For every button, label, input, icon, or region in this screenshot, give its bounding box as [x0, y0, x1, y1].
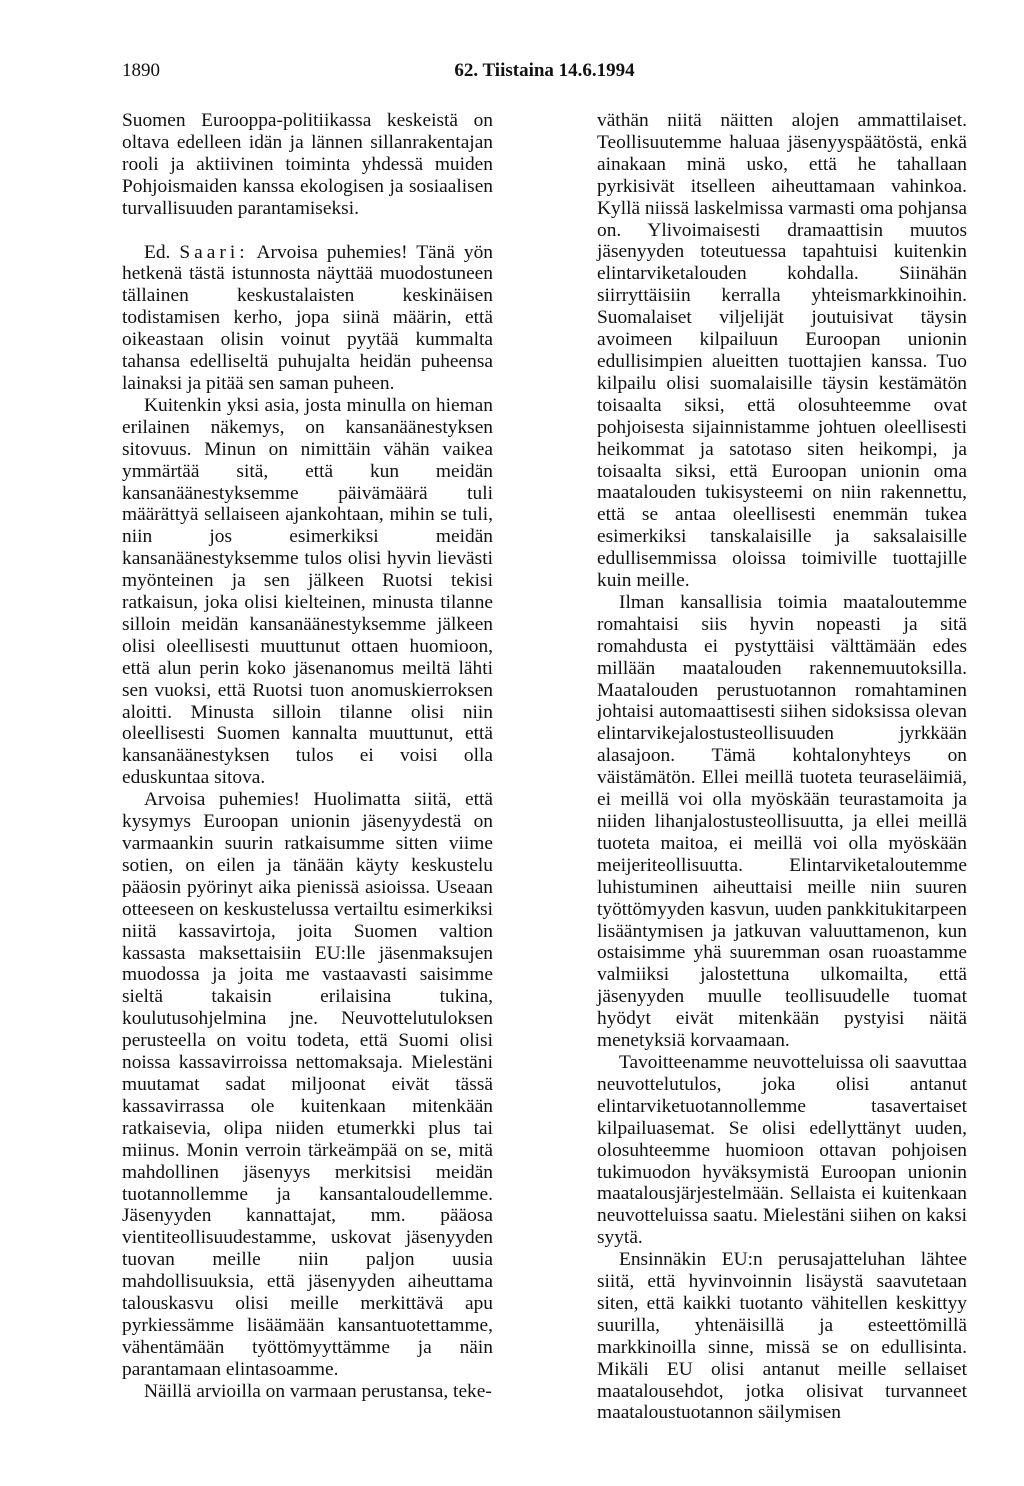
paragraph: Tavoitteenamme neuvotteluissa oli saavuttaa neuvottelutulos, joka olisi antanut elintarviketuotannollemme tasavertaiset kilpailuasemat. Se olisi edellyttänyt uuden, olosuhteemme huomioon ottavan pohjoisen tukimuodon hyväksymistä Euroopan unionin maatalousjärjestelmään. Sellaista ei kuitenkaan neuvotteluissa saatu. Mielestäni siihen on kaksi syytä.	[597, 1051, 967, 1249]
paragraph: Arvoisa puhemies! Huolimatta siitä, että kysymys Euroopan unionin jäsenyydestä on varmaankin suurin ratkaisumme sitten viime sotien, on eilen ja tänään käyty keskustelu pääosin pyörinyt aika pienissä asioissa. Useaan otteeseen on keskustelussa vertailtu esimerkiksi niitä kassavirtoja, joita Suomen valtion kassasta maksettaisiin EU:lle jäsenmaksujen muodossa ja joita me vastaavasti saisimme sieltä takaisin erilaisina tukina, koulutusohjelmina jne. Neuvottelutuloksen perusteella on voitu todeta, että Suomi olisi noissa kassavirroissa nettomaksaja. Mielestäni muutamat sadat miljoonat eivät tässä kassavirrassa ole kuitenkaan mitenkään ratkaisevia, olipa niiden etumerkki plus tai miinus. Monin verroin tärkeämpää on se, mitä mahdollinen jäsenyys merkitsisi meidän tuotannollemme ja kansantaloudellemme. Jäsenyyden kannattajat, mm. pääosa vientiteollisuudestamme, uskovat jäsenyyden tuovan meille niin paljon uusia mahdollisuuksia, että jäsenyyden aiheuttama talouskasvu olisi meille merkittävä apu pyrkiessämme lisäämään kansantuotettamme, vähentämään työttömyyttämme ja näin parantamaan elintasoamme.	[122, 789, 493, 1380]
speaker-paragraph	[122, 242, 493, 395]
paragraph: Ilman kansallisia toimia maataloutemme romahtaisi siis hyvin nopeasti ja sitä romahdusta ei pystyttäisi välttämään edes millään maatalouden rakennemuutoksilla. Maatalouden perustuotannon romahtaminen johtaisi automaattisesti siihen sidoksissa olevan elintarvikejalostusteollisuuden jyrkkään alasajoon. Tämä kohtalonyhteys on väistämätön. Ellei meillä tuoteta teuraseläimiä, ei meillä voi olla myöskään teurastamoita ja niiden lihanjalostusteollisuutta, ja ellei meillä tuoteta maitoa, ei meillä voi olla myöskään meijeriteollisuutta. Elintarviketaloutemme luhistuminen aiheuttaisi meille niin suuren työttömyyden kasvun, uuden pankkitukitarpeen lisääntymisen ja jatkuvan valuuttamenon, kun ostaisimme yhä suuremman osan ruoastamme valmiiksi jalostettuna ulkomailta, että jäsenyyden muulle teollisuudelle tuomat hyödyt eivät mitenkään pystyisi näitä menetyksiä korvaamaan.	[597, 591, 967, 1052]
speaker-prefix: Ed.	[144, 241, 171, 263]
session-title: 62. Tiistaina 14.6.1994	[454, 60, 635, 81]
paragraph: väthän niitä näitten alojen ammattilaiset. Teollisuutemme haluaa jäsenyyspäätöstä, enkä ainakaan minä usko, että he tahallaan pyrkisivät itselleen aiheuttamaan vahinkoa. Kyllä niissä laskelmissa varmasti oma pohjansa on. Ylivoimaisesti dramaattisin muutos jäsenyyden toteutuessa tapahtuisi kuitenkin elintarviketalouden kohdalla. Siinähän siirryttäisiin kerralla yhteismarkkinoihin. Suomalaiset viljelijät joutuisivat täysin avoimeen kilpailuun Euroopan unionin edullisimpien alueitten tuottajien kanssa. Tuo kilpailu olisi suomalaisille täysin kestämätön toisaalta siksi, että olosuhteemme ovat pohjoisesta sijainnistamme johtuen oleellisesti heikommat ja satotaso siten heikompi, ja toisaalta siksi, että Euroopan unionin oma maatalouden tukisysteemi on niin rakennettu, että se antaa oleellisesti enemmän tukea esimerkiksi tanskalaisille ja saksalaisille edullisemmissa oloissa toimiville tuottajille kuin meille.	[597, 110, 967, 592]
right-column	[597, 110, 967, 1424]
left-column	[122, 110, 493, 1403]
paragraph: Ensinnäkin EU:n perusajatteluhan lähtee siitä, että hyvinvoinnin lisäystä saavutetaan siten, että kaikki tuotanto vähitellen keskittyy suurilla, yhtenäisillä ja esteettömillä markkinoilla sinne, missä se on edullisinta. Mikäli EU olisi antanut meille sellaiset maatalousehdot, jotka olisivat turvanneet maataloustuotannon säilymisen	[597, 1249, 967, 1424]
page-number: 1890	[122, 60, 160, 81]
paragraph: Suomen Eurooppa-politiikassa keskeistä on oltava edelleen idän ja lännen sillanrakentajan rooli ja aktiivinen toiminta yhdessä muiden Pohjoismaiden kanssa ekologisen ja sosiaalisen turvallisuuden parantamiseksi.	[122, 110, 493, 219]
paragraph: Näillä arvioilla on varmaan perustansa, teke-	[144, 1380, 492, 1402]
page-header	[122, 58, 967, 84]
speaker-name: Saari:	[179, 241, 249, 263]
paragraph: Kuitenkin yksi asia, josta minulla on hieman erilainen näkemys, on kansanäänestyksen sitovuus. Minun on nimittäin vähän vaikea ymmärtää sitä, että kun meidän kansanäänestyksemme päivämäärä tuli määrättyä sellaiseen ajankohtaan, mihin se tuli, niin jos esimerkiksi meidän kansanäänestyksemme tulos olisi hyvin lievästi myönteinen ja sen jälkeen Ruotsi tekisi ratkaisun, joka olisi kielteinen, minusta tilanne silloin meidän kansanäänestyksemme jälkeen olisi oleellisesti muuttunut ottaen huomioon, että alun perin koko jäsenanomus meiltä lähti sen vuoksi, että Ruotsi tuon anomuskierroksen aloitti. Minusta silloin tilanne olisi niin oleellisesti Suomen kannalta muuttunut, että kansanäänestyksen tulos ei voisi olla eduskuntaa sitova.	[122, 394, 493, 789]
speech-text: Arvoisa puhemies! Tänä yön hetkenä tästä istunnosta näyttää muodostuneen tällainen keskustalaisten keskinäisen todistamisen kerho, jopa siinä määrin, että oikeastaan olisin voinut pyytää kummalta tahansa edelliseltä puhujalta heidän puheensa lainaksi ja pitää sen saman puheen.	[122, 241, 493, 394]
